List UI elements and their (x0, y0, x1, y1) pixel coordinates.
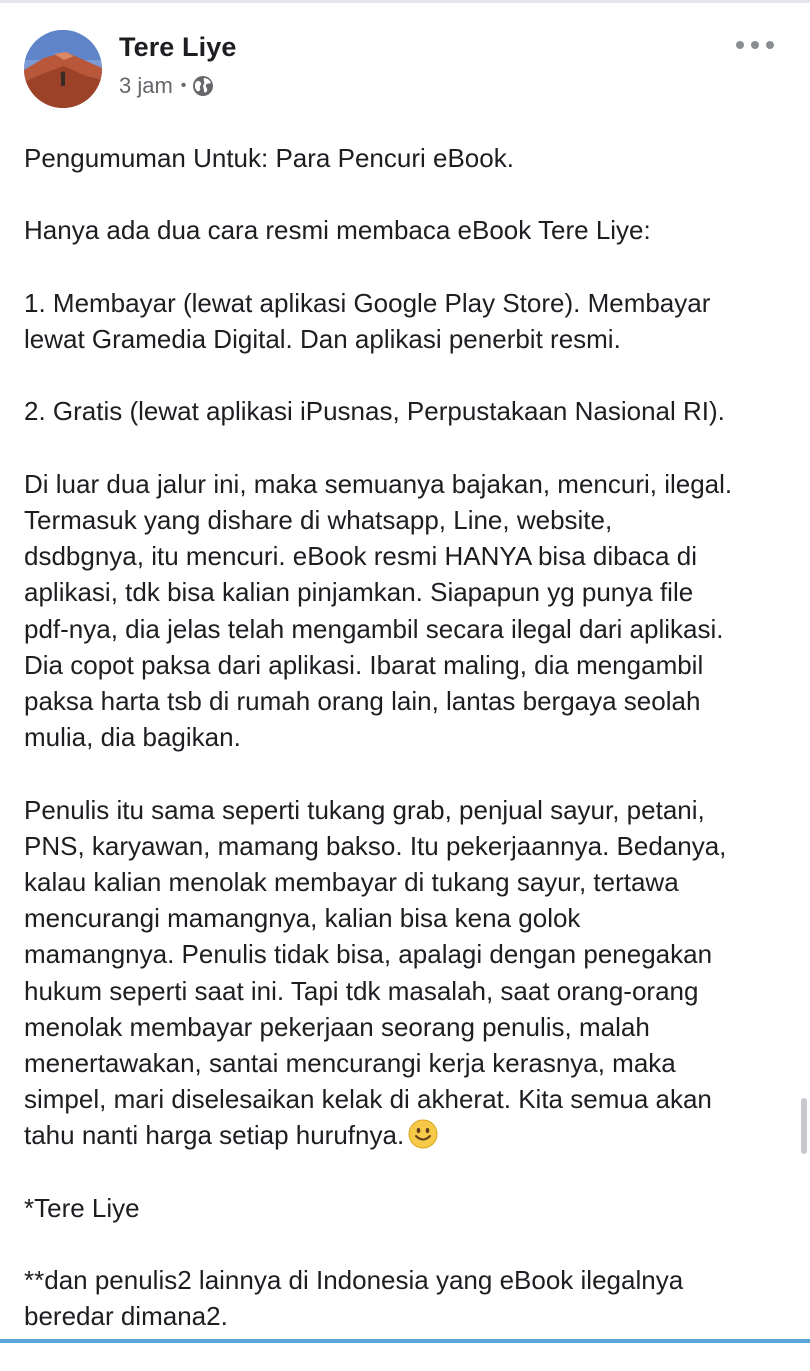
text-line: Di luar dua jalur ini, maka semuanya bajakan, mencuri, ilegal. (24, 468, 733, 499)
paragraph-intro: Hanya ada dua cara resmi membaca eBook Tere Liye: (24, 215, 651, 246)
bottom-bar (0, 1339, 810, 1343)
paragraph-writer-comparison (24, 792, 794, 1154)
text-line: kalau kalian menolak membayar di tukang sayur, tertawa (24, 866, 679, 897)
text-line: pdf-nya, dia jelas telah mengambil secara ilegal dari aplikasi. (24, 613, 724, 644)
paragraph-footnote (24, 1262, 794, 1334)
author-avatar[interactable] (24, 30, 102, 108)
text-line: menertawakan, santai mencurangi kerja kerasnya, maka (24, 1048, 676, 1078)
text-line: PNS, karyawan, mamang bakso. Itu pekerjaannya. Bedanya, (24, 830, 727, 861)
text-line: dsdbgnya, itu mencuri. eBook resmi HANYA bisa dibaca di (24, 541, 697, 572)
post-header (24, 28, 786, 112)
text-line: paksa harta tsb di rumah orang lain, lantas bergaya seolah (24, 685, 701, 716)
top-divider (0, 0, 810, 3)
paragraph-piracy (24, 466, 794, 756)
text-line: mencurangi mamangnya, kalian bisa kena golok (24, 903, 581, 934)
text-line: lewat Gramedia Digital. Dan aplikasi penerbit resmi. (24, 323, 621, 354)
more-dots-icon (751, 41, 759, 49)
author-name[interactable]: Tere Liye (119, 32, 237, 62)
text-fragment: tahu nanti harga setiap hurufnya. (24, 1120, 405, 1151)
paragraph-signature: *Tere Liye (24, 1192, 140, 1223)
text-line: Termasuk yang dishare di whatsapp, Line, website, (24, 504, 613, 535)
text-line: hukum seperti saat ini. Tapi tdk masalah, saat orang-orang (24, 975, 699, 1006)
post-text (24, 140, 794, 1371)
text-line: mulia, dia bagikan. (24, 722, 241, 753)
text-line: menolak membayar pekerjaan seorang penulis, malah (24, 1011, 650, 1042)
text-line: **dan penulis2 lainnya di Indonesia yang eBook ilegalnya (24, 1265, 684, 1296)
text-line: simpel, mari diselesaikan kelak di akherat. Kita semua akan (24, 1084, 712, 1115)
text-line: 1. Membayar (lewat aplikasi Google Play Store). Membayar (24, 287, 711, 318)
text-line: beredar dimana2. (24, 1301, 228, 1332)
text-line: aplikasi, tdk bisa kalian pinjamkan. Siapapun yg punya file (24, 577, 694, 608)
more-dots-icon (736, 41, 744, 49)
scrollbar-thumb[interactable] (801, 1098, 807, 1154)
post-time[interactable]: 3 jam (119, 73, 173, 98)
text-line: Dia copot paksa dari aplikasi. Ibarat maling, dia mengambil (24, 649, 704, 680)
smile-emoji-icon (408, 1119, 438, 1149)
avatar-image (24, 30, 102, 108)
paragraph-option-free: 2. Gratis (lewat aplikasi iPusnas, Perpustakaan Nasional RI). (24, 396, 725, 427)
meta-separator: • (180, 77, 187, 94)
more-dots-icon (766, 41, 774, 49)
paragraph-option-paid (24, 285, 794, 357)
post-meta (119, 72, 214, 100)
more-options-button[interactable] (736, 34, 774, 56)
paragraph-announcement: Pengumuman Untuk: Para Pencuri eBook. (24, 143, 514, 173)
globe-icon (192, 75, 214, 97)
text-line: Penulis itu sama seperti tukang grab, penjual sayur, petani, (24, 794, 705, 825)
text-line-last (24, 1117, 794, 1153)
text-line: mamangnya. Penulis tidak bisa, apalagi dengan penegakan (24, 939, 713, 970)
